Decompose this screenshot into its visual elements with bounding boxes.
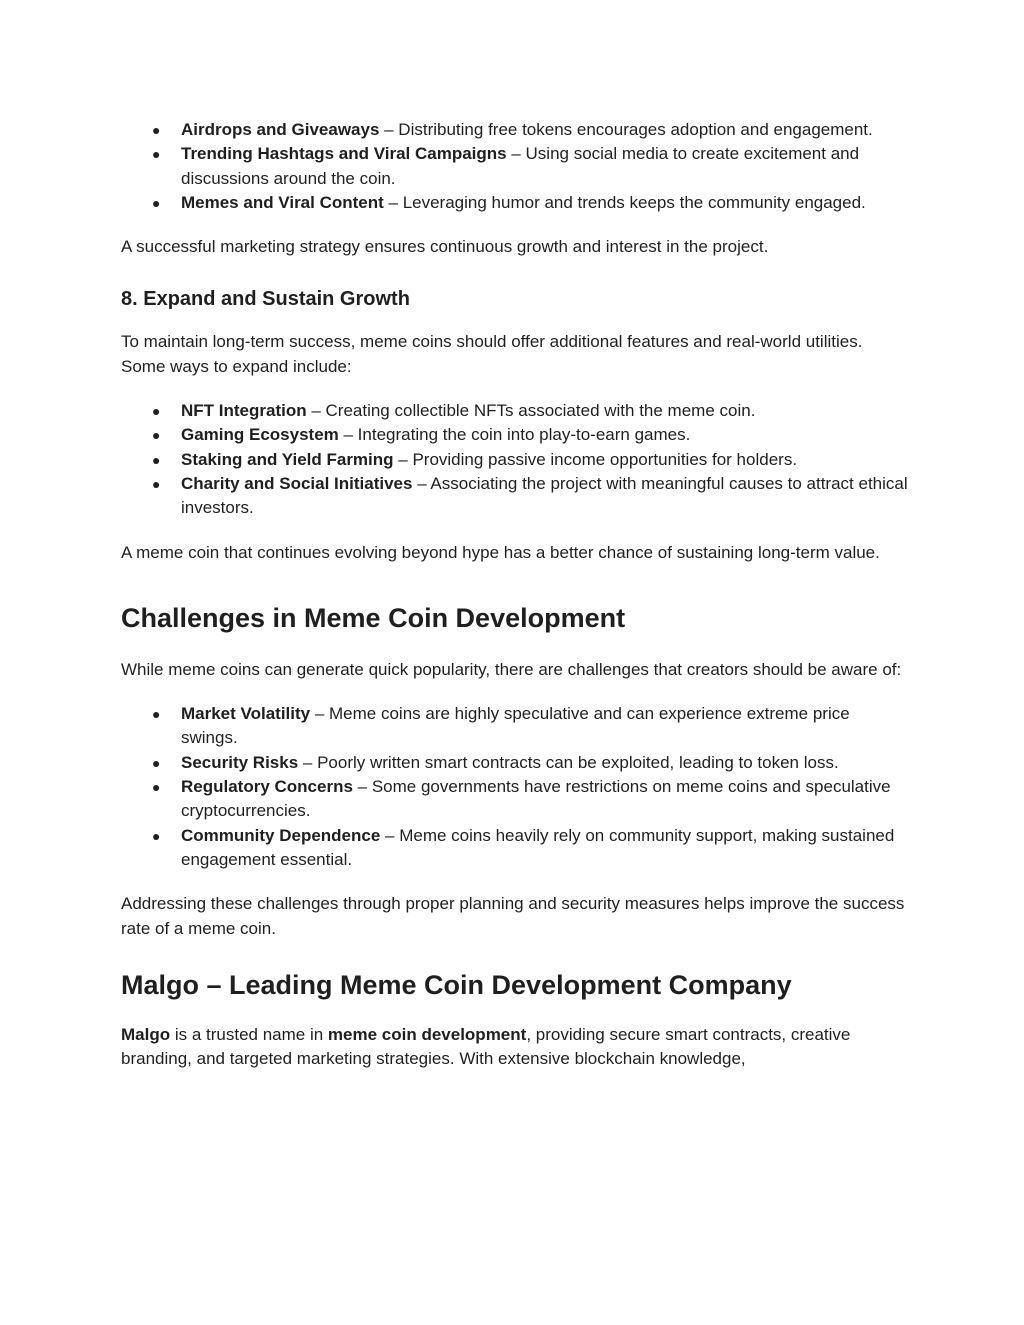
challenges-intro: While meme coins can generate quick popularity, there are challenges that creators should be aware of: <box>121 659 902 679</box>
bullet-term: Airdrops and Giveaways <box>181 120 380 139</box>
marketing-bullet-list <box>121 118 911 215</box>
list-item <box>121 423 911 447</box>
challenges-outro: Addressing these challenges through proper planning and security measures helps improve the success rate of a meme coin. <box>121 894 905 938</box>
list-item <box>121 142 911 191</box>
malgo-text-1: is a trusted name in <box>170 1024 328 1044</box>
document-page <box>121 118 911 1071</box>
bullet-term: Memes and Viral Content <box>181 192 384 212</box>
bullet-text: – Meme coins are highly speculative and can experience extreme price swings. <box>181 704 850 748</box>
bullet-text: – Leveraging humor and trends keeps the community engaged. <box>383 192 866 212</box>
section-8-outro: A meme coin that continues evolving beyond hype has a better chance of sustaining long-term value. <box>121 542 880 562</box>
section-8-heading: 8. Expand and Sustain Growth <box>121 288 410 311</box>
bullet-text: – Creating collectible NFTs associated with the meme coin. <box>306 401 756 421</box>
list-item <box>121 702 911 751</box>
bullet-text: – Associating the project with meaningful causes to attract ethical investors. <box>181 473 908 518</box>
list-item <box>121 751 911 775</box>
bullet-term: Staking and Yield Farming <box>181 449 394 469</box>
challenges-bullet-list <box>121 702 911 872</box>
bullet-text: – Meme coins heavily rely on community support, making sustained engagement essential. <box>181 825 895 869</box>
section-8-intro: To maintain long-term success, meme coins should offer additional features and real-world utilities. Some ways to expand include: <box>121 332 863 376</box>
bullet-text: – Poorly written smart contracts can be exploited, leading to token loss. <box>298 752 839 772</box>
list-item <box>121 118 911 142</box>
bullet-text: – Integrating the coin into play-to-earn games. <box>338 425 691 445</box>
list-item <box>121 824 911 873</box>
malgo-heading: Malgo – Leading Meme Coin Development Company <box>121 969 792 1000</box>
list-item <box>121 448 911 472</box>
list-item <box>121 472 911 521</box>
bullet-term: Gaming Ecosystem <box>181 425 339 445</box>
bullet-text: – Distributing free tokens encourages adoption and engagement. <box>379 120 873 139</box>
bullet-text: – Using social media to create excitement and discussions around the coin. <box>181 144 860 188</box>
malgo-keyword: meme coin development <box>327 1024 527 1044</box>
expand-bullet-list <box>121 399 911 520</box>
bullet-term: Community Dependence <box>181 825 381 845</box>
list-item <box>121 775 911 824</box>
bullet-term: Market Volatility <box>181 704 311 724</box>
list-item <box>121 191 911 215</box>
list-item <box>121 399 911 423</box>
bullet-text: – Providing passive income opportunities for holders. <box>393 449 798 469</box>
malgo-brand: Malgo <box>121 1024 171 1044</box>
bullet-term: Charity and Social Initiatives <box>181 473 413 493</box>
bullet-text: – Some governments have restrictions on meme coins and speculative cryptocurrencies. <box>181 777 891 821</box>
bullet-term: NFT Integration <box>181 401 307 421</box>
bullet-term: Trending Hashtags and Viral Campaigns <box>181 144 507 164</box>
challenges-heading: Challenges in Meme Coin Development <box>121 602 626 633</box>
bullet-term: Security Risks <box>181 752 299 772</box>
malgo-paragraph <box>121 1023 911 1072</box>
malgo-text-2: , providing secure smart contracts, creative branding, and targeted marketing strategies. With extensive blockchain knowledge, <box>121 1024 851 1069</box>
marketing-summary: A successful marketing strategy ensures continuous growth and interest in the project. <box>121 237 769 257</box>
bullet-term: Regulatory Concerns <box>181 777 353 797</box>
